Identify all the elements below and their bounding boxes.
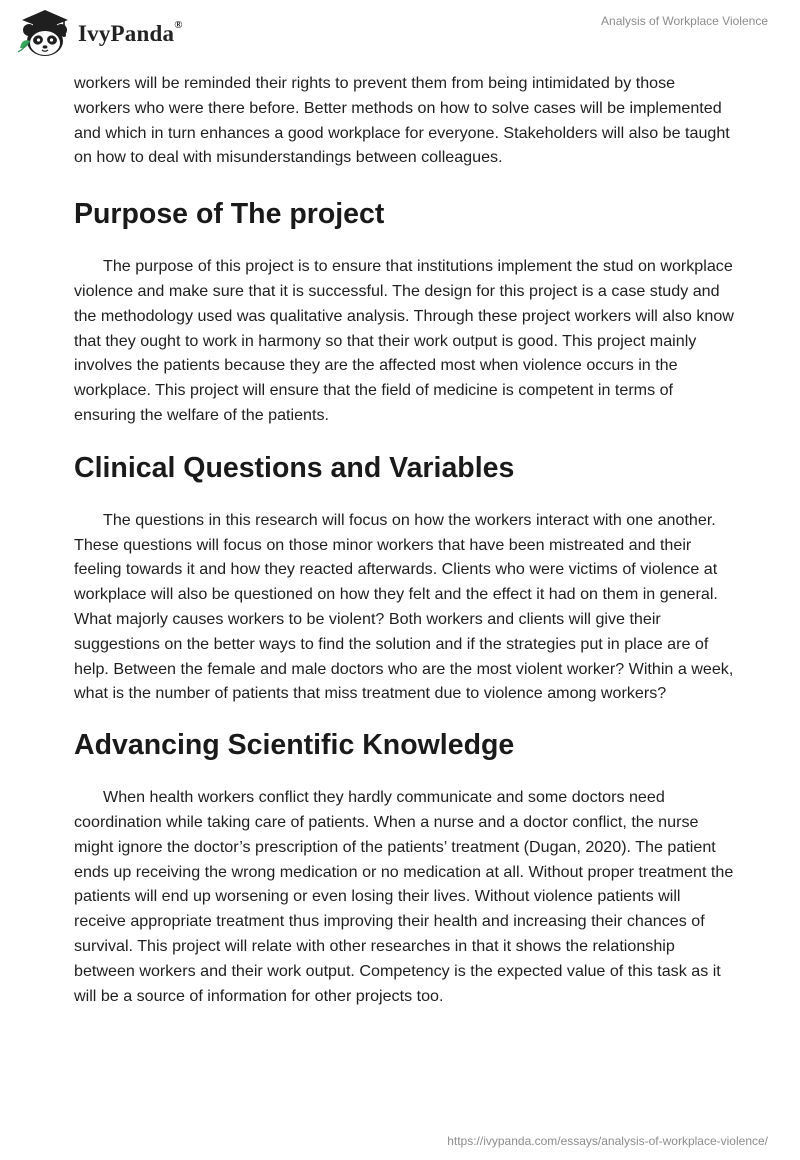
brand-name-text: IvyPanda [78, 21, 175, 46]
document-title: Analysis of Workplace Violence [601, 14, 768, 28]
source-url[interactable]: https://ivypanda.com/essays/analysis-of-workplace-violence/ [447, 1134, 768, 1148]
paragraph-purpose: The purpose of this project is to ensure that institutions implement the stud on workplace violence and make sure that it is successful. The design for this project is a case study and the methodology used was qualitative analysis. Through these project workers will also know that they ought to work in harmony so that their work output is good. This project mainly involves the patients because they are the affected most when violence occurs in the workplace. This project will ensure that the field of medicine is competent in terms of ensuring the welfare of the patients. [74, 257, 734, 424]
paragraph-continuation: workers will be reminded their rights to prevent them from being intimidated by those workers who were there before. Better methods on how to solve cases will be implemented and which in turn enhances a good workplace for everyone. Stakeholders will also be taught on how to deal with misunderstandings between colleagues. [74, 74, 730, 167]
brand-logo[interactable] [16, 8, 183, 58]
heading-clinical-questions: Clinical Questions and Variables [74, 451, 515, 484]
brand-name [78, 21, 183, 47]
heading-advancing-knowledge: Advancing Scientific Knowledge [74, 729, 515, 762]
registered-mark: ® [174, 19, 183, 32]
essay-body [74, 71, 734, 1008]
panda-graduate-icon [16, 8, 74, 58]
page-header [16, 8, 768, 62]
paragraph-clinical-questions: The questions in this research will focus on how the workers interact with one another. These questions will focus on those minor workers that have been mistreated and their feeling towards it and how they reacted afterwards. Clients who were victims of violence at workplace will also be questioned on how they felt and the effect it had on them in general. What majorly causes workers to be violent? Both workers and clients will give their suggestions on the better ways to find the solution and if the strategies put in place are of help. Between the female and male doctors who are the most violent worker? Within a week, what is the number of patients that miss treatment due to violence among workers? [74, 510, 734, 703]
paragraph-advancing-knowledge: When health workers conflict they hardly communicate and some doctors need coordination while taking care of patients. When a nurse and a doctor conflict, the nurse might ignore the doctor’s prescription of the patients’ treatment (Dugan, 2020). The patient ends up receiving the wrong medication or no medication at all. Without proper treatment the patients will end up worsening or even losing their lives. Without violence patients will receive appropriate treatment thus improving their health and increasing their chances of survival. This project will relate with other researches in that it shows the relationship between workers and their work output. Competency is the expected value of this task as it will be a source of information for other projects too. [74, 788, 734, 1005]
heading-purpose: Purpose of The project [74, 198, 385, 231]
